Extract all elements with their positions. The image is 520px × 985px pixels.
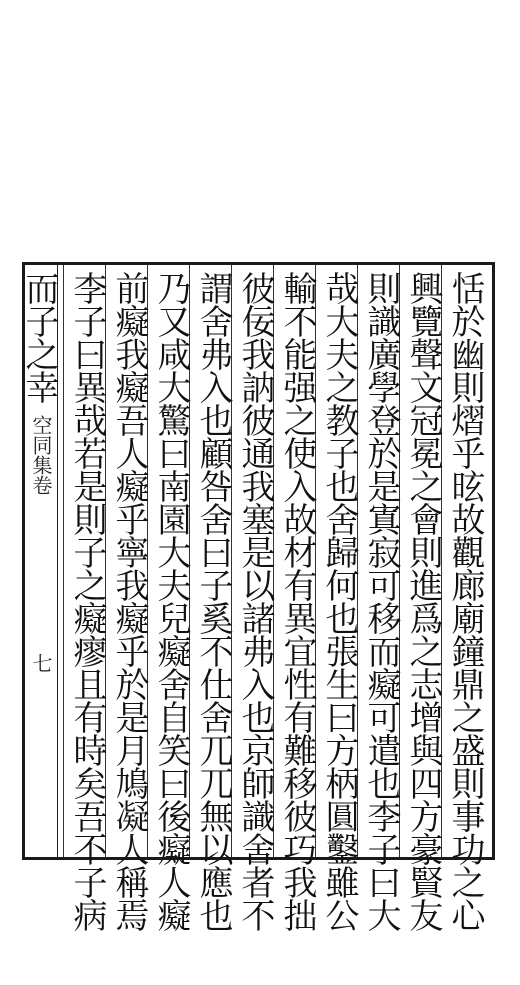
column-rule [63, 265, 64, 857]
text-column-11: 而子之幸 [19, 271, 59, 403]
text-column-7: 謂舍弗入也顧咎舍曰子奚不仕舍兀兀無以應也 [193, 271, 233, 931]
text-column-9: 前癡我癡吾人癡乎寧我癡乎於是月鳩凝人稱焉 [109, 271, 149, 931]
text-column-4: 哉大夫之教子也舍歸何也張生曰方柄圓鑿雖公 [319, 271, 359, 931]
margin-book-title: 空同集卷 [29, 415, 53, 495]
text-column-10: 李子曰異哉若是則子之癡瘳且有時矣吾不子病 [67, 271, 107, 931]
margin-page-number: 七 [29, 653, 53, 673]
text-column-3: 則識廣學登於是寘寂可移而癡可遣也李子曰大 [361, 271, 401, 931]
text-column-6: 彼佞我訥彼通我塞是以諸弗入也京師識舍者不 [235, 271, 275, 931]
text-column-1: 恬於幽則熠乎昡故觀廊廟鐘鼎之盛則事功之心 [445, 271, 485, 931]
text-columns [19, 265, 492, 931]
text-column-2: 興覽聲文冠冕之會則進爲之志增與四方豪賢友 [403, 271, 443, 931]
page-frame [19, 262, 495, 931]
text-column-8: 乃又咸大驚曰南園大夫兒癡舍自笑曰後癡人癡 [151, 271, 191, 931]
text-column-5: 輸不能强之使入故材有異宜性有難移彼巧我拙 [277, 271, 317, 931]
